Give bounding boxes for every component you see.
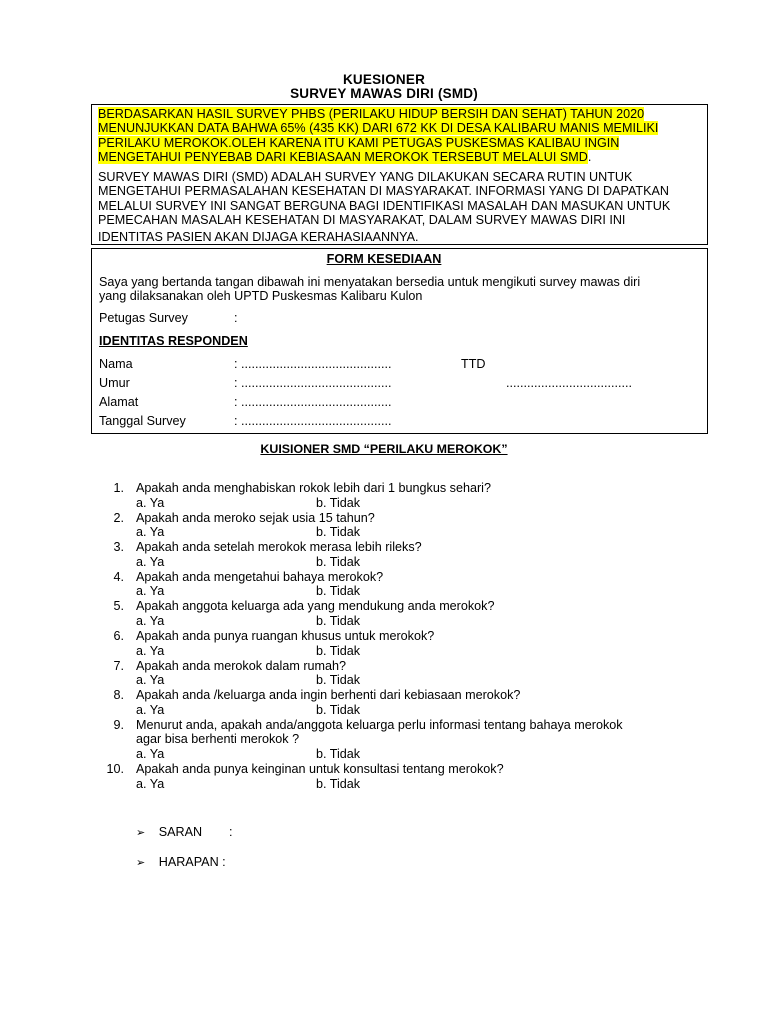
question-item — [100, 718, 700, 762]
body-line: IDENTITAS PASIEN AKAN DIJAGA KERAHASIAANNYA. — [98, 229, 419, 244]
petugas-label: Petugas Survey — [99, 311, 188, 325]
questionnaire-heading: KUISIONER SMD “PERILAKU MEROKOK” — [260, 442, 508, 456]
question-text: Apakah anggota keluarga ada yang mendukung anda merokok? — [136, 599, 495, 614]
option-tidak[interactable]: b. Tidak — [316, 495, 361, 510]
option-ya[interactable]: a. Ya — [136, 495, 165, 510]
highlight-line: MENGETAHUI PENYEBAB DARI KEBIASAAN MEROKOK TERSEBUT MELALUI SMD — [98, 150, 588, 165]
question-text: Apakah anda merokok dalam rumah? — [136, 658, 347, 673]
intro-body — [98, 170, 670, 244]
question-text: Menurut anda, apakah anda/anggota keluarga perlu informasi tentang bahaya merokok — [136, 717, 623, 732]
question-item — [100, 659, 700, 689]
field-label-tanggal: Tanggal Survey — [99, 414, 186, 428]
option-ya[interactable]: a. Ya — [136, 673, 165, 688]
body-line: PEMECAHAN MASALAH KESEHATAN DI MASYARAKAT, DALAM SURVEY MAWAS DIRI INI — [98, 213, 626, 228]
highlight-line: BERDASARKAN HASIL SURVEY PHBS (PERILAKU HIDUP BERSIH DAN SEHAT) TAHUN 2020 — [98, 107, 645, 121]
body-line: SURVEY MAWAS DIRI (SMD) ADALAH SURVEY YANG DILAKUKAN SECARA RUTIN UNTUK — [98, 170, 633, 184]
option-ya[interactable]: a. Ya — [136, 554, 165, 569]
question-text: Apakah anda menghabiskan rokok lebih dari 1 bungkus sehari? — [136, 481, 491, 495]
field-label-nama: Nama — [99, 357, 133, 371]
question-number: 7. — [113, 658, 124, 673]
statement-line: yang dilaksanakan oleh UPTD Puskesmas Kalibaru Kulon — [99, 289, 423, 304]
question-number: 3. — [113, 540, 124, 555]
question-text: Apakah anda punya keinginan untuk konsultasi tentang merokok? — [136, 761, 504, 776]
highlight-line: PERILAKU MEROKOK.OLEH KARENA ITU KAMI PETUGAS PUSKESMAS KALIBAU INGIN — [98, 135, 620, 150]
field-value-tanggal[interactable]: : ........................................... — [234, 414, 392, 428]
body-line: MENGETAHUI PERMASALAHAN KESEHATAN DI MASYARAKAT. INFORMASI YANG DI DAPATKAN — [98, 184, 670, 199]
question-number: 6. — [113, 628, 124, 643]
option-tidak[interactable]: b. Tidak — [316, 746, 361, 761]
question-number: 4. — [113, 569, 124, 584]
question-number: 9. — [113, 717, 124, 732]
ttd-signature-line[interactable]: .................................... — [506, 376, 632, 390]
question-number: 8. — [113, 688, 124, 703]
question-text: agar bisa berhenti merokok ? — [136, 732, 300, 747]
form-heading: FORM KESEDIAAN — [326, 252, 442, 266]
option-ya[interactable]: a. Ya — [136, 613, 165, 628]
question-text: Apakah anda punya ruangan khusus untuk merokok? — [136, 628, 435, 643]
petugas-colon: : — [234, 311, 238, 325]
question-text: Apakah anda mengetahui bahaya merokok? — [136, 569, 384, 584]
highlight-line: MENUNJUKKAN DATA BAHWA 65% (435 KK) DARI 672 KK DI DESA KALIBARU MANIS MEMILIKI — [98, 121, 659, 136]
identitas-heading: IDENTITAS RESPONDEN — [99, 334, 248, 348]
question-number: 2. — [113, 510, 124, 525]
question-item — [100, 540, 700, 570]
document-subtitle: SURVEY MAWAS DIRI (SMD) — [290, 86, 478, 101]
option-ya[interactable]: a. Ya — [136, 746, 165, 761]
option-tidak[interactable]: b. Tidak — [316, 525, 361, 540]
saran-colon: : — [229, 825, 233, 839]
option-ya[interactable]: a. Ya — [136, 643, 165, 658]
body-line: MELALUI SURVEY INI SANGAT BERGUNA BAGI IDENTIFIKASI MASALAH DAN MASUKAN UNTUK — [98, 198, 671, 213]
consent-statement — [99, 275, 640, 304]
option-ya[interactable]: a. Ya — [136, 776, 165, 791]
option-tidak[interactable]: b. Tidak — [316, 702, 361, 717]
arrowhead-bullet-icon: ➢ — [136, 827, 146, 839]
option-tidak[interactable]: b. Tidak — [316, 554, 361, 569]
question-number: 10. — [106, 761, 124, 776]
field-value-umur[interactable]: : ........................................... — [234, 376, 392, 390]
option-tidak[interactable]: b. Tidak — [316, 613, 361, 628]
question-text: Apakah anda /keluarga anda ingin berhenti dari kebiasaan merokok? — [136, 688, 521, 703]
intro-highlight — [98, 107, 658, 165]
option-tidak[interactable]: b. Tidak — [316, 776, 361, 791]
question-number: 5. — [113, 599, 124, 614]
field-label-alamat: Alamat — [99, 395, 139, 409]
option-ya[interactable]: a. Ya — [136, 525, 165, 540]
question-item — [100, 481, 700, 511]
statement-line: Saya yang bertanda tangan dibawah ini menyatakan bersedia untuk mengikuti survey mawas diri — [99, 275, 641, 289]
option-ya[interactable]: a. Ya — [136, 584, 165, 599]
question-item — [100, 599, 700, 629]
field-value-nama[interactable]: : ........................................... — [234, 357, 392, 371]
harapan-item — [136, 855, 226, 869]
field-value-alamat[interactable]: : ........................................... — [234, 395, 392, 409]
option-tidak[interactable]: b. Tidak — [316, 643, 361, 658]
question-item — [100, 762, 700, 792]
question-list — [100, 481, 700, 792]
option-tidak[interactable]: b. Tidak — [316, 673, 361, 688]
option-ya[interactable]: a. Ya — [136, 702, 165, 717]
question-item — [100, 511, 700, 541]
harapan-label: HARAPAN : — [158, 855, 226, 869]
saran-item — [136, 825, 233, 839]
question-item — [100, 570, 700, 600]
question-item — [100, 629, 700, 659]
option-tidak[interactable]: b. Tidak — [316, 584, 361, 599]
document-title: KUESIONER — [342, 72, 426, 87]
highlight-end: . — [587, 150, 592, 165]
field-label-umur: Umur — [99, 376, 130, 390]
saran-label: SARAN — [158, 825, 203, 839]
question-text: Apakah anda meroko sejak usia 15 tahun? — [136, 510, 375, 525]
arrowhead-bullet-icon: ➢ — [136, 857, 146, 869]
question-item — [100, 688, 700, 718]
question-text: Apakah anda setelah merokok merasa lebih rileks? — [136, 540, 422, 555]
ttd-label: TTD — [461, 357, 486, 371]
question-number: 1. — [113, 481, 124, 495]
